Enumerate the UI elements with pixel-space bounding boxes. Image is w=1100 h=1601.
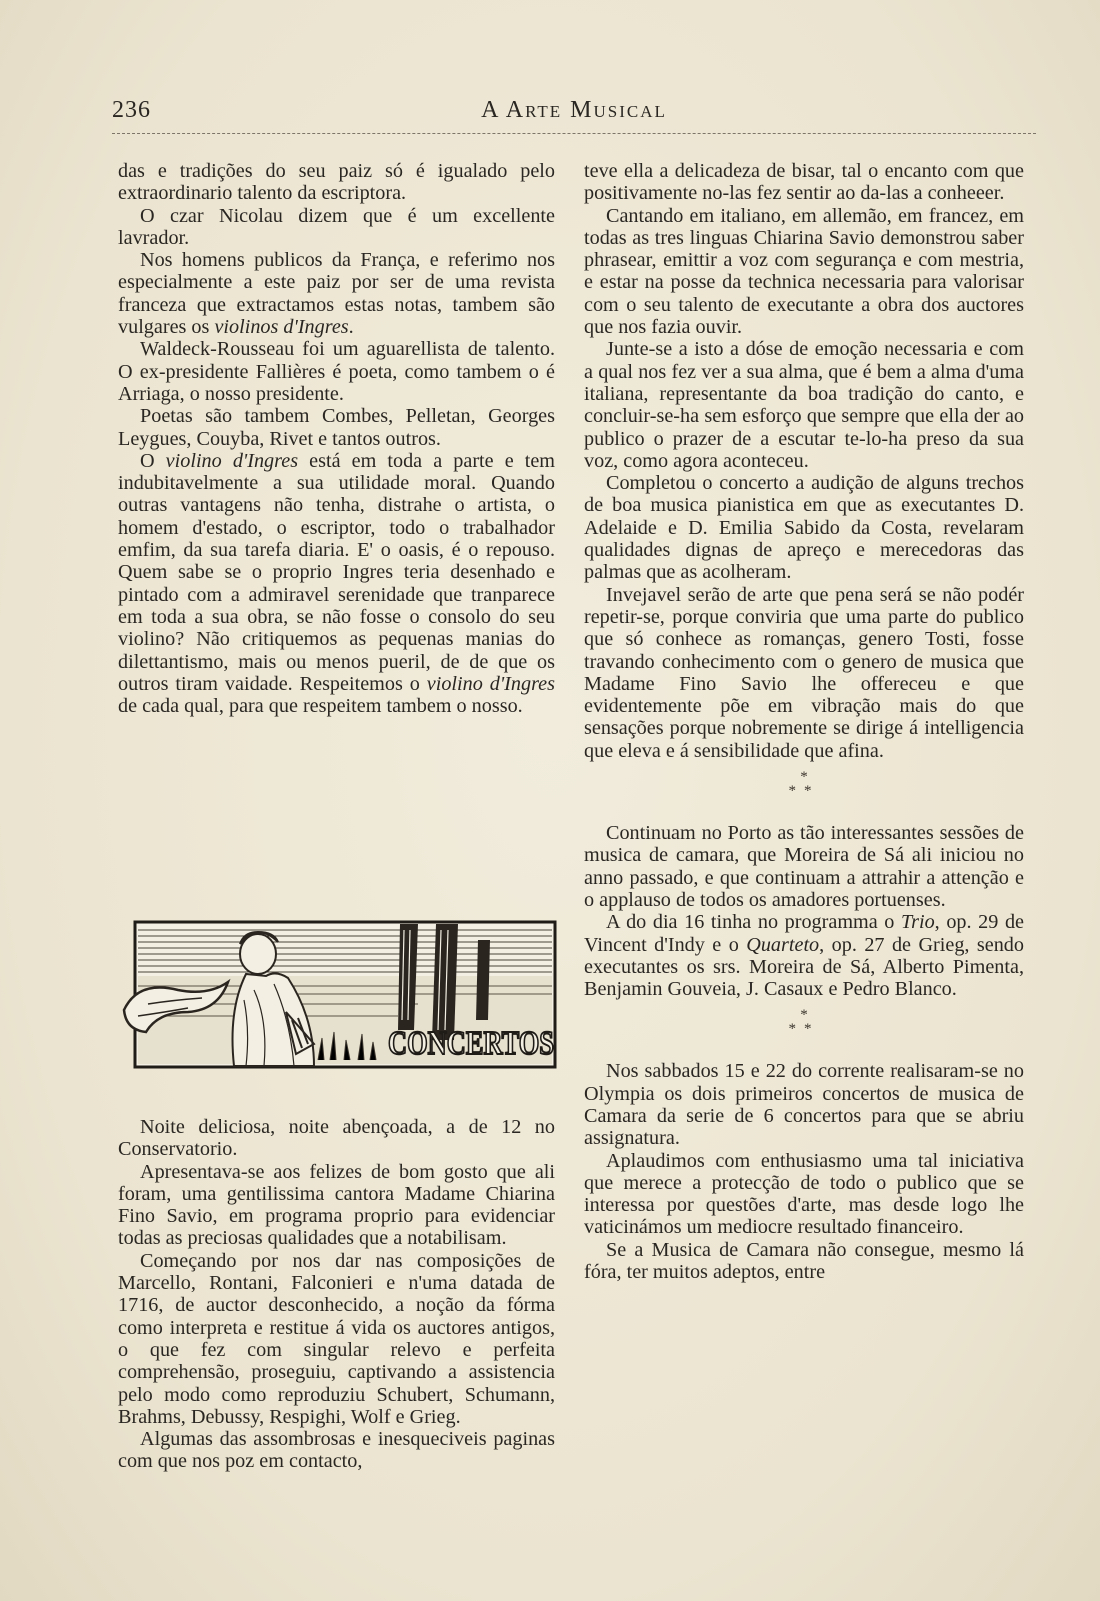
paragraph: Noite deliciosa, noite abençoada, a de 12 no Conservatorio. <box>118 1116 555 1161</box>
concertos-banner <box>118 920 560 1072</box>
asterism-separator: * ** <box>788 1007 820 1038</box>
paragraph: O violino d'Ingres está em toda a parte e tem indubitavelmente a sua utilidade moral. Quando outras vantagens não tenha, distrahe o artista, o homem d'estado, o escriptor, todo o trabalhador emfim, da sua tarefa diaria. E' o oasis, é o repouso. Quem sabe se o proprio Ingres teria desenhado e pintado com a admiravel serenidade que tranparece em toda a sua obra, se não fosse o consolo do seu violino? Não critiquemos as pequenas manias do dilettantismo, mais ou menos pueril, de de que os outros tiram vaidade. Respeitemos o violino d'Ingres de cada qual, para que respeitem tambem o nosso. <box>118 449 556 718</box>
left-column <box>118 160 555 717</box>
paragraph: das e tradições do seu paiz só é igualado pelo extraordinario talento da escriptora. <box>118 160 555 205</box>
paragraph: Poetas são tambem Combes, Pelletan, Georges Leygues, Couyba, Rivet e tantos outros. <box>118 405 555 450</box>
running-header <box>112 97 1036 131</box>
paragraph: Completou o concerto a audição de alguns trechos de boa musica pianistica em que as executantes D. Adelaide e D. Emilia Sabido da Costa, revelaram qualidades dignas de apreço e merecedoras das palmas que as acolheram. <box>584 472 1024 584</box>
paragraph: Nos sabbados 15 e 22 do corrente realisaram-se no Olympia os dois primeiros concertos de musica de Camara da serie de 6 concertos para que se abriu assignatura. <box>584 1060 1024 1150</box>
journal-title: A Arte Musical <box>481 97 667 123</box>
paragraph: Cantando em italiano, em allemão, em francez, em todas as tres linguas Chiarina Savio demonstrou saber phrasear, emittir a voz com segurança e com mestria, e estar na posse da technica necessaria para valorisar com o seu talento de executante a obra dos auctores que nos fazia ouvir. <box>584 204 1024 339</box>
paragraph: Aplaudimos com enthusiasmo uma tal iniciativa que merece a protecção de todo o publico que se interessa por questões d'arte, mas desde logo lhe vaticinámos um mediocre resultado financeiro. <box>584 1149 1024 1239</box>
paragraph: Começando por nos dar nas composições de Marcello, Rontani, Falconieri e n'uma datada de 1716, de auctor desconhecido, a noção da fórma como interpreta e restitue á vida os auctores antigos, o que fez com singular relevo e perfeita comprehensão, proseguiu, captivando a assistencia pelo modo como reproduziu Schubert, Schumann, Brahms, Debussy, Respighi, Wolf e Grieg. <box>118 1249 555 1428</box>
concertos-illustration <box>118 920 560 1072</box>
asterism-separator: * ** <box>788 769 820 800</box>
paragraph: Invejavel serão de arte que pena será se não podér repetir-se, porque conviria que uma parte do publico que só conhece as romanças, genero Tosti, fosse travando conhecimento com o genero de musica que Madame Fino Savio lhe offereceu e que evidentemente põe em vibração mais do que sensações porque nobremente se dirige á intelligencia que eleva e á sensibilidade que afina. <box>584 583 1024 762</box>
paragraph: Nos homens publicos da França, e referimo nos especialmente a este paiz por ser de uma revista franceza que extractamos estas notas, tambem são vulgares os violinos d'Ingres. <box>118 249 555 339</box>
paragraph: O czar Nicolau dizem que é um excellente lavrador. <box>118 204 555 249</box>
paragraph: Se a Musica de Camara não consegue, mesmo lá fóra, ter muitos adeptos, entre <box>584 1238 1024 1284</box>
page-number: 236 <box>112 97 151 123</box>
paragraph: Apresentava-se aos felizes de bom gosto que ali foram, uma gentilissima cantora Madame Chiarina Fino Savio, em programa proprio para evidenciar todas as preciosas qualidades que a notabilisam. <box>118 1160 555 1250</box>
header-rule <box>112 133 1036 134</box>
banner-heading: CONCERTOS <box>388 1025 554 1062</box>
paragraph: teve ella a delicadeza de bisar, tal o encanto com que positivamente no-las fez sentir ao da-las a conheeer. <box>584 160 1024 205</box>
paragraph: Junte-se a isto a dóse de emoção necessaria e com a qual nos fez ver a sua alma, que é bem a alma d'uma italiana, representante da boa tradição do canto, e concluir-se-ha sem esforço que sempre que ella der ao publico o prazer de a escutar te-lo-ha preso da sua voz, como agora aconteceu. <box>584 338 1024 472</box>
paragraph: Algumas das assombrosas e inesqueciveis paginas com que nos poz em contacto, <box>118 1428 555 1473</box>
paragraph: Continuam no Porto as tão interessantes sessões de musica de camara, que Moreira de Sá ali iniciou no anno passado, e que continuam a attrahir a attenção e o applauso de todos os amadores portuenses. <box>584 822 1024 911</box>
left-column-lower <box>118 1116 555 1473</box>
paragraph: Waldeck-Rousseau foi um aguarellista de talento. O ex-presidente Fallières é poeta, como tambem o é Arriaga, o nosso presidente. <box>118 338 555 405</box>
paragraph: A do dia 16 tinha no programma o Trio, op. 29 de Vincent d'Indy e o Quarteto, op. 27 de Grieg, sendo executantes os srs. Moreira de Sá, Alberto Pimenta, Benjamin Gouveia, J. Casaux e Pedro Blanco. <box>584 911 1024 1001</box>
right-column <box>584 160 1024 1283</box>
